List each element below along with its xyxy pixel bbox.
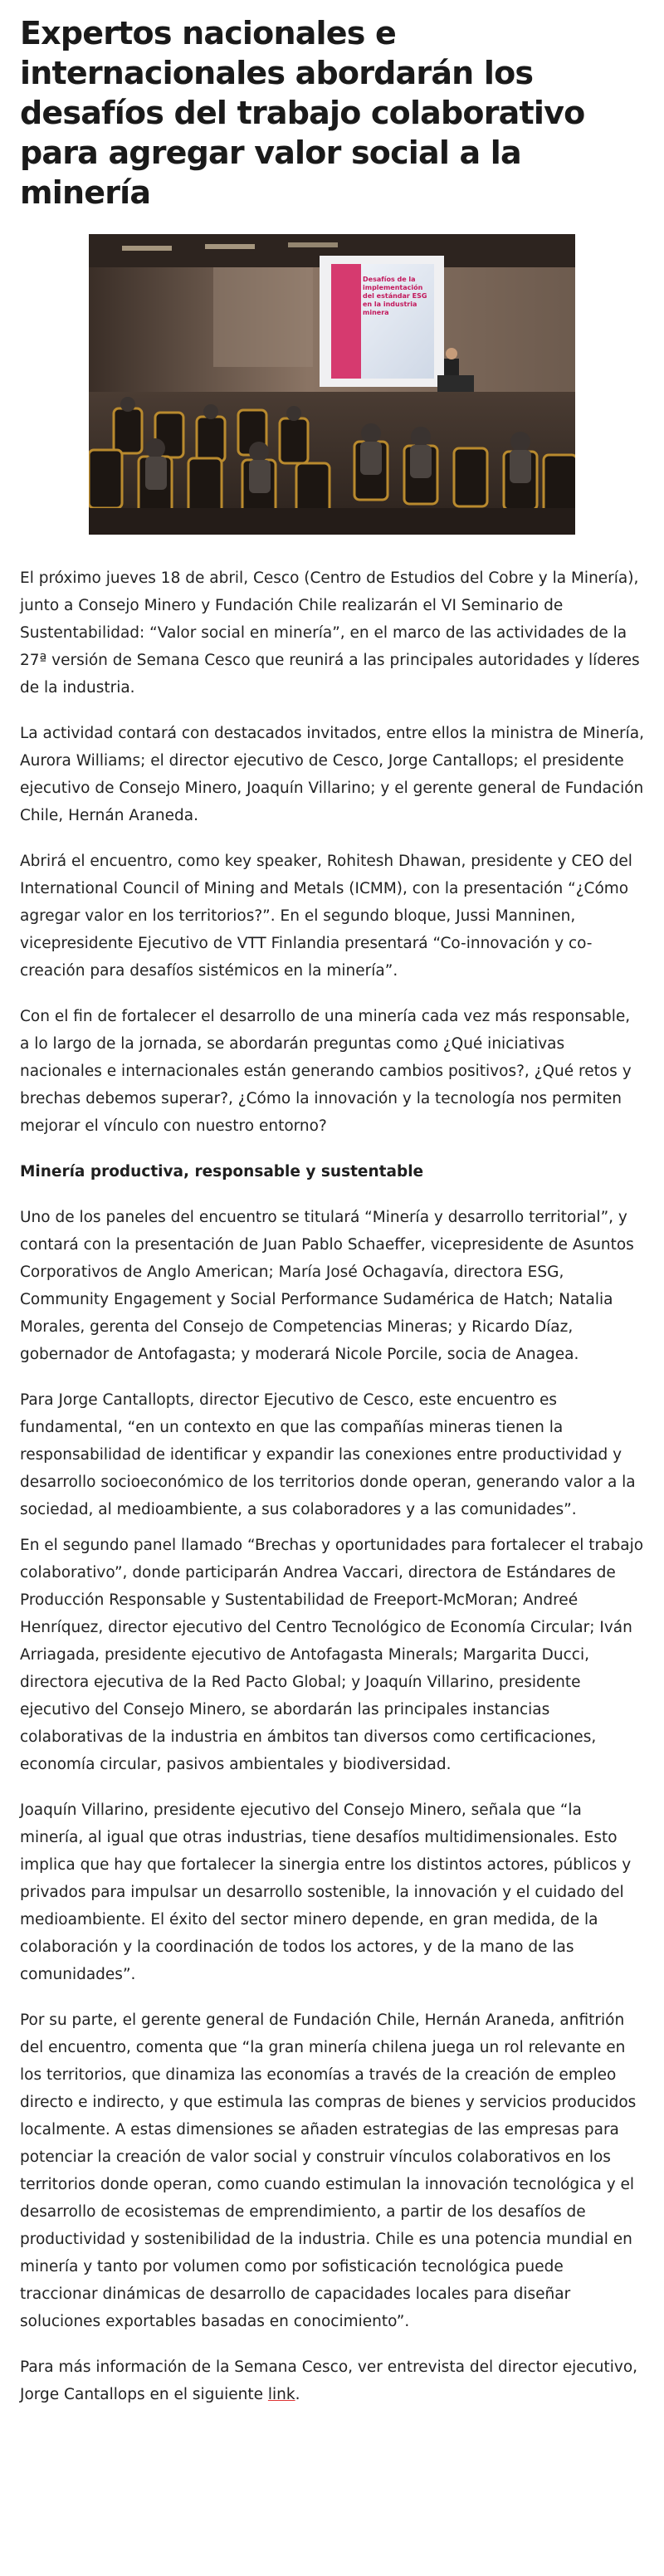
conference-photo [89, 234, 575, 535]
article-headline: Expertos nacionales e internacionales abordarán los desafíos del trabajo colaborativo para agregar valor social a la minería [20, 15, 585, 211]
closing-period: . [295, 2386, 300, 2403]
paragraph-4: Con el fin de fortalecer el desarrollo de una minería cada vez más responsable, a lo largo de la jornada, se abordarán preguntas como ¿Qué iniciativas nacionales e internacionales están generando cambios positivos?, ¿Qué retos y brechas debemos superar?, ¿Cómo la innovación y la tecnología nos permiten mejorar el vínculo con nuestro entorno? [20, 1008, 632, 1135]
section-subheading: Minería productiva, responsable y sustentable [20, 1163, 424, 1180]
article-photo [89, 234, 575, 535]
closing-text: Para más información de la Semana Cesco, ver entrevista del director ejecutivo, Jorge Cantallops en el siguiente [20, 2358, 638, 2403]
paragraph-1: El próximo jueves 18 de abril, Cesco (Centro de Estudios del Cobre y la Minería), junto a Consejo Minero y Fundación Chile realizarán el VI Seminario de Sustentabilidad: “Valor social en minería”, en el marco de las actividades de la 27ª versión de Semana Cesco que reunirá a las principales autoridades y líderes de la industria. [20, 569, 640, 697]
paragraph-2: La actividad contará con destacados invitados, entre ellos la ministra de Minería, Aurora Williams; el director ejecutivo de Cesco, Jorge Cantallops; el presidente ejecutivo de Consejo Minero, Joaquín Villarino; y el gerente general de Fundación Chile, Hernán Araneda. [20, 725, 644, 824]
closing-paragraph [20, 2354, 644, 2408]
paragraph-8: Joaquín Villarino, presidente ejecutivo del Consejo Minero, señala que “la minería, al igual que otras industrias, tiene desafíos multidimensionales. Esto implica que hay que fortalecer la sinergia entre los distintos actores, públicos y privados para impulsar un desarrollo sostenible, la innovación y el cuidado del medioambiente. El éxito del sector minero depende, en gran medida, de la colaboración y la coordinación de todos los actores, y de la mano de las comunidades”. [20, 1801, 632, 1983]
paragraph-6: Para Jorge Cantallopts, director Ejecutivo de Cesco, este encuentro es fundamental, “en un contexto en que las compañías mineras tienen la responsabilidad de identificar y expandir las conexiones entre productividad y desarrollo socioeconómico de los territorios donde operan, generando valor a la sociedad, al medioambiente, a sus colaboradores y a las comunidades”. [20, 1391, 636, 1518]
paragraph-7: En el segundo panel llamado “Brechas y oportunidades para fortalecer el trabajo colaborativo”, donde participarán Andrea Vaccari, directora de Estándares de Producción Responsable y Sustentabilidad de Freeport-McMoran; Andreé Henríquez, director ejecutivo del Centro Tecnológico de Economía Circular; Iván Arriagada, presidente ejecutivo de Antofagasta Minerals; Margarita Ducci, directora ejecutiva de la Red Pacto Global; y Joaquín Villarino, presidente ejecutivo del Consejo Minero, se abordarán las principales instancias colaborativas de la industria en ámbitos tan diversos como certificaciones, economía circular, pasivos ambientales y biodiversidad. [20, 1537, 644, 1773]
paragraph-3: Abrirá el encuentro, como key speaker, Rohitesh Dhawan, presidente y CEO del International Council of Mining and Metals (ICMM), con la presentación “¿Cómo agregar valor en los territorios?”. En el segundo bloque, Jussi Manninen, vicepresidente Ejecutivo de VTT Finlandia presentará “Co-innovación y co-creación para desafíos sistémicos en la minería”. [20, 853, 632, 980]
paragraph-5: Uno de los paneles del encuentro se titulará “Minería y desarrollo territorial”, y contará con la presentación de Juan Pablo Schaeffer, vicepresidente de Asuntos Corporativos de Anglo American; María José Ochagavía, directora ESG, Community Engagement y Social Performance Sudamérica de Hatch; Natalia Morales, gerenta del Consejo de Competencias Mineras; y Ricardo Díaz, gobernador de Antofagasta; y moderará Nicole Porcile, socia de Anagea. [20, 1209, 634, 1363]
slide-text: Desafíos de la implementación del estándar ESG en la industria minera [363, 276, 427, 316]
interview-link[interactable]: link [267, 2386, 295, 2403]
paragraph-9: Por su parte, el gerente general de Fundación Chile, Hernán Araneda, anfitrión del encuentro, comenta que “la gran minería chilena juega un rol relevante en los territorios, que dinamiza las economías a través de la creación de empleo directo e indirecto, y que estimula las compras de bienes y servicios producidos localmente. A estas dimensiones se añaden estrategias de las empresas para potenciar la creación de valor social y construir vínculos colaborativos en los territorios donde operan, como cuando estimulan la innovación tecnológica y el desarrollo de ecosistemas de emprendimiento, a partir de los desafíos de productividad y sostenibilidad de la industria. Chile es una potencia mundial en minería y tanto por volumen como por sofisticación tecnológica puede traccionar dinámicas de desarrollo de capacidades locales para diseñar soluciones exportables basadas en conocimiento”. [20, 2011, 637, 2330]
